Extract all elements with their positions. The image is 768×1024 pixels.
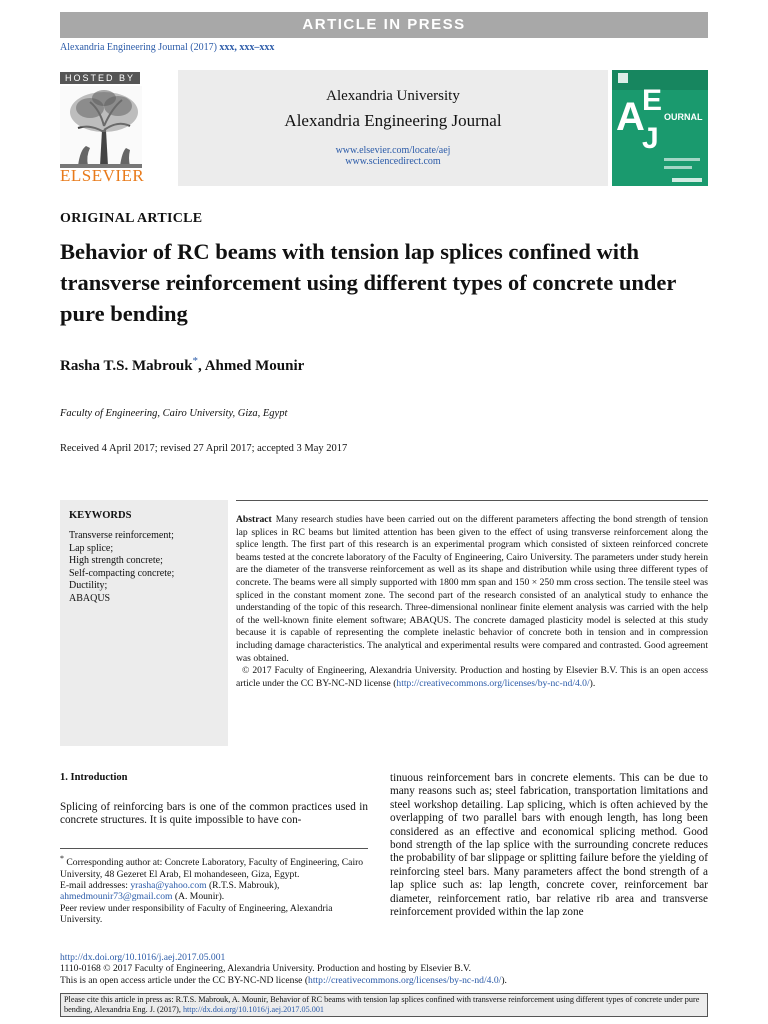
keyword-item: Ductility; <box>69 580 108 592</box>
affiliation: Faculty of Engineering, Cairo University, Giza, Egypt <box>60 408 288 419</box>
intro-right-column: tinuous reinforcement bars in concrete elements. This can be due to many reasons such as; steel fabrication, transportation limitations and steel workshop detailing. Lap splicing, which is often achieved by the overlapping of two parallel bars with enough length, has long been considered as an effective and economical splicing method. Good bond strength of the lap splice with the surrounding concrete reduces the probability of bar slippage or splitting failure before the yielding of reinforcing steel bars. Many parameters affect the bond strength of a lap splice such as: lap length, concrete cover, reinforcement bar diameter, reinforcement ratio, bar relative rib area and transverse reinforcement provided within the lap zone <box>390 772 708 919</box>
journal-header-box <box>178 70 608 186</box>
author-2: , Ahmed Mounir <box>198 358 305 374</box>
footnote-address: Corresponding author at: Concrete Laboratory, Faculty of Engineering, Cairo University, 48 Gezeret El Arab, El mohandeseen, Giza, Egypt. <box>60 857 364 880</box>
bottom-metadata <box>60 952 708 986</box>
abstract-license-link[interactable]: http://creativecommons.org/licenses/by-nc-nd/4.0/ <box>396 677 590 689</box>
elsevier-wordmark: ELSEVIER <box>60 166 145 185</box>
cover-ournal: OURNAL <box>664 112 703 122</box>
journal-name: Alexandria Engineering Journal <box>284 111 502 130</box>
cover-letter-e: E <box>642 84 663 117</box>
keyword-item: High strength concrete; <box>69 555 163 567</box>
article-dates: Received 4 April 2017; revised 27 April 2017; accepted 3 May 2017 <box>60 443 348 454</box>
abstract <box>236 500 708 690</box>
cite-doi-link[interactable]: http://dx.doi.org/10.1016/j.aej.2017.05.001 <box>182 1005 325 1014</box>
doi-link[interactable]: http://dx.doi.org/10.1016/j.aej.2017.05.001 <box>60 952 226 963</box>
cover-letter-a: A <box>616 95 645 139</box>
issn-line: 1110-0168 © 2017 Faculty of Engineering, Alexandria University. Production and hosting by Elsevier B.V. <box>60 963 472 975</box>
abstract-copyright-text: © 2017 Faculty of Engineering, Alexandria University. Production and hosting by Elsevier B.V. This is an open access article under the CC BY-NC-ND license ( <box>236 665 708 689</box>
abstract-text: Many research studies have been carried out on the different parameters affecting the bond strength of tension lap splices in RC beams but limited attention has been given to the effect of using transverse reinforcement along the splice length. The first part of this research is an experimental program which consisted of sixteen reinforced concrete beams tested at the concrete laboratory of the Faculty of Engineering, Cairo University. The parameters under study herein are the diameter of the transverse reinforcement as well as its shape and distribution while using three different types of concrete. The beams were all simply supported with 1800 mm span and 150 × 250 mm cross section. The tensile steel was spliced in the constant moment zone. The second part of the research consisted of an analytical study to enhance the understanding of the topic of this research. Three-dimensional nonlinear finite element analysis was carried with the help of the well-known finite element software; ABAQUS. The concrete damaged plasticity model is selected at this study because it is capable of representing the complete inelastic behavior of concrete both in tension and in compression including damage characteristics. The analytical and experimental results were compared and contrasted. Good agreement was obtained. <box>236 514 708 664</box>
citation-pages: xxx, xxx–xxx <box>219 42 275 53</box>
footnote-corresponding <box>60 853 368 880</box>
open-access-close: ). <box>501 974 507 986</box>
email-link-2[interactable]: ahmedmounir73@gmail.com <box>60 891 173 903</box>
email-label: E-mail addresses: <box>60 880 131 891</box>
footnote-star: * <box>60 854 64 863</box>
corresponding-author-footnote <box>60 848 368 926</box>
abstract-copyright <box>236 665 708 690</box>
article-type: ORIGINAL ARTICLE <box>60 211 203 226</box>
elsevier-tree-logo-icon <box>60 86 142 168</box>
article-in-press-banner: ARTICLE IN PRESS <box>60 12 708 38</box>
footnote-peer-review: Peer review under responsibility of Faculty of Engineering, Alexandria University. <box>60 902 333 926</box>
footnote-emails <box>60 880 368 903</box>
journal-cover <box>612 70 708 186</box>
article-title: Behavior of RC beams with tension lap splices confined with transverse reinforcement using different types of concrete under pure bending <box>60 239 676 326</box>
university-name: Alexandria University <box>326 88 460 104</box>
email-owner-1: (R.T.S. Mabrouk), <box>206 880 280 891</box>
sciencedirect-link[interactable]: www.sciencedirect.com <box>345 156 441 167</box>
keywords-heading: KEYWORDS <box>69 510 132 521</box>
email-owner-2: (A. Mounir). <box>172 891 225 903</box>
keyword-item: ABAQUS <box>69 592 111 604</box>
open-access-line <box>60 975 708 986</box>
email-link-1[interactable]: yrasha@yahoo.com <box>130 880 207 891</box>
journal-links <box>178 145 608 167</box>
intro-paragraph: Splicing of reinforcing bars is one of the common practices used in concrete structures. It is quite impossible to have con- <box>60 801 368 827</box>
elsevier-link[interactable]: www.elsevier.com/locate/aej <box>335 145 451 156</box>
abstract-label: Abstract <box>236 514 272 525</box>
corresponding-author-marker[interactable]: * <box>192 355 199 367</box>
authors <box>60 355 304 375</box>
keyword-item: Transverse reinforcement; <box>69 530 174 541</box>
cite-this-article-box <box>60 993 708 1017</box>
keyword-item: Self-compacting concrete; <box>69 567 175 579</box>
keywords-box <box>60 500 228 746</box>
cite-text: Please cite this article in press as: R.T.S. Mabrouk, A. Mounir, Behavior of RC beams with tension lap splices confined with transverse reinforcement using different types of concrete under pure bending, Alexandria Eng. J. (2017), <box>64 995 700 1014</box>
keyword-item: Lap splice; <box>69 542 114 554</box>
citation-line <box>60 42 274 53</box>
hosted-by-label: HOSTED BY <box>60 72 140 84</box>
citation-journal: Alexandria Engineering Journal (2017) <box>60 42 217 53</box>
cover-letter-j: J <box>642 122 659 155</box>
author-1: Rasha T.S. Mabrouk <box>60 358 193 374</box>
intro-left-column <box>60 772 368 828</box>
masthead <box>60 70 708 186</box>
section-heading-introduction: 1. Introduction <box>60 772 128 783</box>
abstract-copyright-close: ). <box>589 677 596 689</box>
abstract-body <box>236 514 708 665</box>
open-access-text: This is an open access article under the CC BY-NC-ND license ( <box>60 974 309 986</box>
bottom-license-link[interactable]: http://creativecommons.org/licenses/by-nc-nd/4.0/ <box>308 974 502 986</box>
